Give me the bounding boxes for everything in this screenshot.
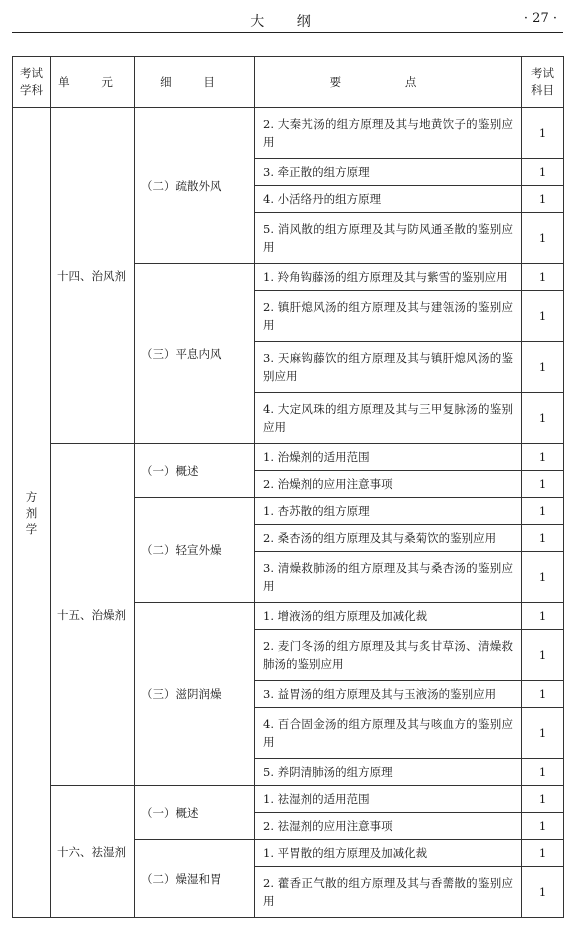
- count-cell: 1: [522, 525, 564, 552]
- column-header-count: 考试 科目: [522, 57, 564, 108]
- point-cell: 3. 清燥救肺汤的组方原理及其与桑杏汤的鉴别应用: [255, 552, 522, 603]
- point-cell: 1. 祛湿剂的适用范围: [255, 786, 522, 813]
- detail-cell: （一）概述: [135, 444, 255, 498]
- point-cell: 2. 祛湿剂的应用注意事项: [255, 813, 522, 840]
- count-cell: 1: [522, 759, 564, 786]
- count-cell: 1: [522, 342, 564, 393]
- point-cell: 2. 麦门冬汤的组方原理及其与炙甘草汤、清燥救肺汤的鉴别应用: [255, 630, 522, 681]
- point-cell: 3. 牵正散的组方原理: [255, 159, 522, 186]
- count-cell: 1: [522, 681, 564, 708]
- count-cell: 1: [522, 630, 564, 681]
- point-cell: 2. 大秦艽汤的组方原理及其与地黄饮子的鉴别应用: [255, 108, 522, 159]
- detail-cell: （二）燥湿和胃: [135, 840, 255, 918]
- header-divider: [12, 32, 563, 33]
- count-cell: 1: [522, 867, 564, 918]
- table-row: [13, 786, 564, 813]
- syllabus-table: [12, 56, 564, 918]
- count-cell: 1: [522, 291, 564, 342]
- table-row: [13, 444, 564, 471]
- point-cell: 1. 平胃散的组方原理及加减化裁: [255, 840, 522, 867]
- point-cell: 1. 增液汤的组方原理及加减化裁: [255, 603, 522, 630]
- count-cell: 1: [522, 498, 564, 525]
- point-cell: 4. 大定风珠的组方原理及其与三甲复脉汤的鉴别应用: [255, 393, 522, 444]
- point-cell: 2. 藿香正气散的组方原理及其与香薷散的鉴别应用: [255, 867, 522, 918]
- point-cell: 3. 天麻钩藤饮的组方原理及其与镇肝熄风汤的鉴别应用: [255, 342, 522, 393]
- point-cell: 5. 消风散的组方原理及其与防风通圣散的鉴别应用: [255, 213, 522, 264]
- count-cell: 1: [522, 213, 564, 264]
- point-cell: 2. 治燥剂的应用注意事项: [255, 471, 522, 498]
- point-cell: 5. 养阴清肺汤的组方原理: [255, 759, 522, 786]
- page-title: 大 纲: [250, 14, 325, 30]
- count-cell: 1: [522, 159, 564, 186]
- count-cell: 1: [522, 603, 564, 630]
- point-cell: 1. 杏苏散的组方原理: [255, 498, 522, 525]
- count-cell: 1: [522, 840, 564, 867]
- table-header-row: [13, 57, 564, 108]
- count-cell: 1: [522, 813, 564, 840]
- point-cell: 1. 羚角钩藤汤的组方原理及其与紫雪的鉴别应用: [255, 264, 522, 291]
- column-header-detail: 细 目: [135, 57, 255, 108]
- column-header-points: 要 点: [255, 57, 522, 108]
- count-cell: 1: [522, 108, 564, 159]
- detail-cell: （三）滋阴润燥: [135, 603, 255, 786]
- detail-cell: （二）轻宣外燥: [135, 498, 255, 603]
- unit-cell: 十四、治风剂: [51, 108, 135, 444]
- point-cell: 2. 桑杏汤的组方原理及其与桑菊饮的鉴别应用: [255, 525, 522, 552]
- detail-cell: （一）概述: [135, 786, 255, 840]
- count-cell: 1: [522, 471, 564, 498]
- page-header: [12, 8, 563, 32]
- count-cell: 1: [522, 552, 564, 603]
- detail-cell: （三）平息内风: [135, 264, 255, 444]
- count-cell: 1: [522, 264, 564, 291]
- point-cell: 1. 治燥剂的适用范围: [255, 444, 522, 471]
- point-cell: 3. 益胃汤的组方原理及其与玉液汤的鉴别应用: [255, 681, 522, 708]
- detail-cell: （二）疏散外风: [135, 108, 255, 264]
- subject-cell: 方 剂 学: [13, 108, 51, 918]
- unit-cell: 十五、治燥剂: [51, 444, 135, 786]
- count-cell: 1: [522, 708, 564, 759]
- column-header-subject: 考试 学科: [13, 57, 51, 108]
- table-row: [13, 108, 564, 159]
- count-cell: 1: [522, 444, 564, 471]
- point-cell: 4. 百合固金汤的组方原理及其与咳血方的鉴别应用: [255, 708, 522, 759]
- point-cell: 2. 镇肝熄风汤的组方原理及其与建瓴汤的鉴别应用: [255, 291, 522, 342]
- point-cell: 4. 小活络丹的组方原理: [255, 186, 522, 213]
- unit-cell: 十六、祛湿剂: [51, 786, 135, 918]
- count-cell: 1: [522, 186, 564, 213]
- column-header-unit: 单 元: [51, 57, 135, 108]
- count-cell: 1: [522, 393, 564, 444]
- count-cell: 1: [522, 786, 564, 813]
- page-number: · 27 ·: [523, 11, 557, 26]
